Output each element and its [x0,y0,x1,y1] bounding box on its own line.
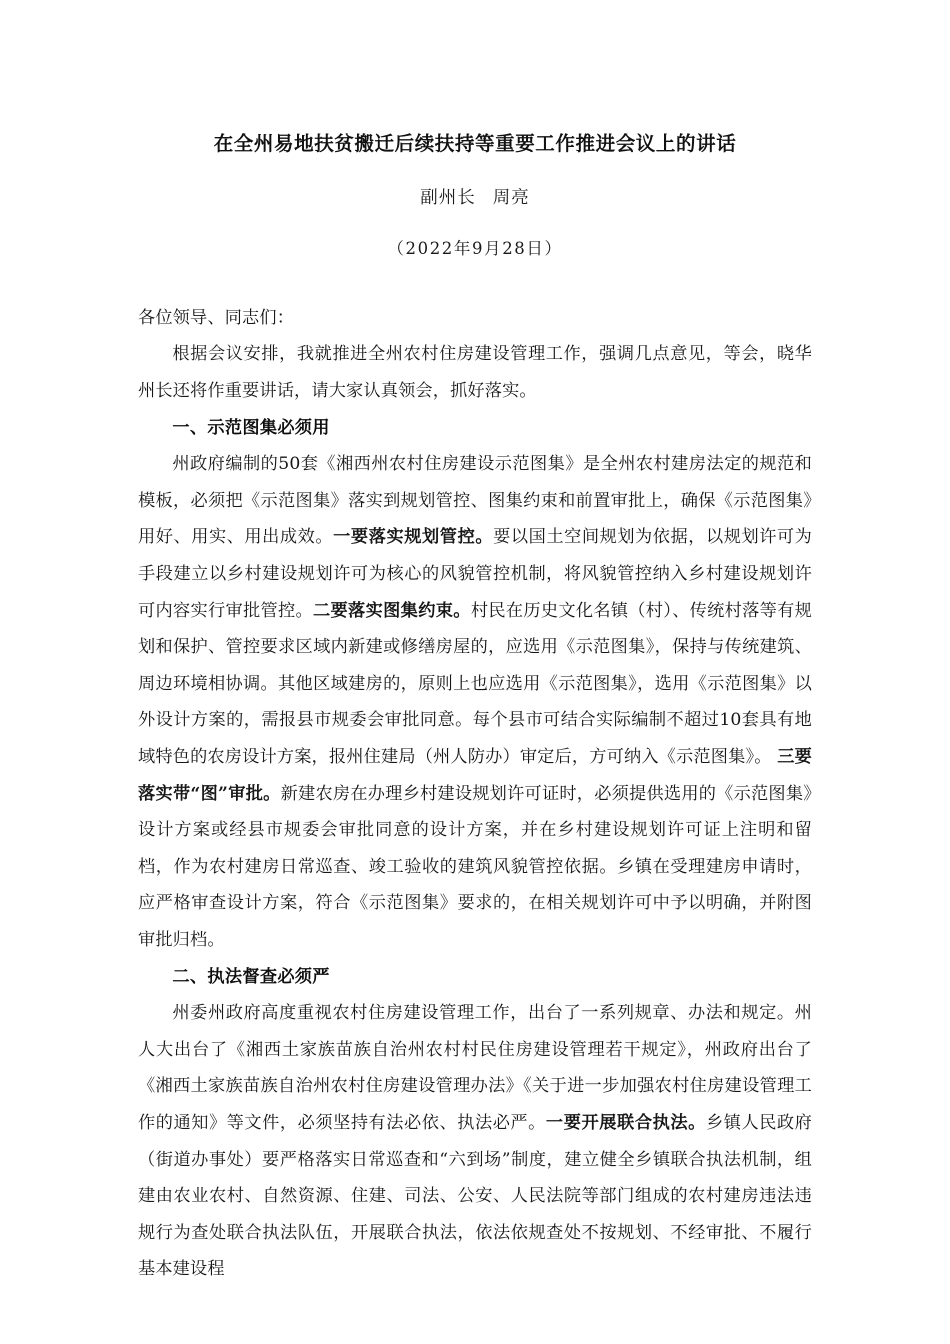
emphasis-run: 一要落实规划管控。 [333,527,494,548]
section-heading: 一、示范图集必须用 [172,417,330,438]
section-paragraph [138,446,812,958]
byline-name: 周亮 [492,188,530,209]
byline-role: 副州长 [420,188,476,209]
emphasis-run: 一要开展联合执法。 [545,1112,706,1133]
text-run: 新建农房在办理乡村建设规划许可证时，必须提供选用的《示范图集》设计方案或经县市规委会审批同意的设计方案，并在乡村建设规划许可证上注明和留档，作为农村建房日常巡查、竣工验收的建筑风貌管控依据。乡镇在受理建房申请时，应严格审查设计方案，符合《示范图集》要求的，在相关规划许可中予以明确，并附图审批归档。 [138,783,812,950]
text-run: 村民在历史文化名镇（村）、传统村落等有规划和保护、管控要求区域内新建或修缮房屋的，应选用《示范图集》，保持与传统建筑、周边环境相协调。其他区域建房的，原则上也应选用《示范图集》，选用《示范图集》以外设计方案的，需报县市规委会审批同意。每个县市可结合实际编制不超过10套具有地域特色的农房设计方案，报州住建局（州人防办）审定后，方可纳入《示范图集》。 [138,600,812,768]
text-run: 州委州政府高度重视农村住房建设管理工作，出台了一系列规章、办法和规定。州人大出台了《湘西土家族苗族自治州农村村民住房建设管理若干规定》，州政府出台了《湘西土家族苗族自治州农村住房建设管理办法》《关于进一步加强农村住房建设管理工作的通知》等文件，必须坚持有法必依、执法必严。 [138,1003,812,1133]
section-heading: 二、执法督查必须严 [172,966,330,987]
text-run: 州政府编制的50套《湘西州农村住房建设示范图集》是全州农村建房法定的规范和模板，必须把《示范图集》落实到规划管控、图集约束和前置审批上，确保《示范图集》用好、用实、用出成效。 [138,454,812,548]
page-title: 在全州易地扶贫搬迁后续扶持等重要工作推进会议上的讲话 [213,132,737,155]
salutation: 各位领导、同志们： [138,307,295,328]
body-text [138,260,812,1288]
section-paragraph [138,995,812,1288]
emphasis-run: 三要落实带“图”审批。 [138,747,812,804]
emphasis-run: 二要落实图集约束。 [312,600,471,621]
intro-paragraph: 根据会议安排，我就推进全州农村住房建设管理工作，强调几点意见，等会，晓华州长还将作重要讲话，请大家认真领会，抓好落实。 [138,344,812,402]
byline [138,157,812,211]
text-run: 要以国土空间规划为依据，以规划许可为手段建立以乡村建设规划许可为核心的风貌管控机制，将风貌管控纳入乡村建设规划许可内容实行审批管控。 [138,527,813,621]
document-body [138,0,812,1288]
text-run: 乡镇人民政府（街道办事处）要严格落实日常巡查和“六到场”制度，建立健全乡镇联合执法机制，组建由农业农村、自然资源、住建、司法、公安、人民法院等部门组成的农村建房违法违规行为查处联合执法队伍，开展联合执法，依法依规查处不按规划、不经审批、不履行基本建设程 [138,1112,812,1280]
document-date: （2022年9月28日） [387,238,563,258]
